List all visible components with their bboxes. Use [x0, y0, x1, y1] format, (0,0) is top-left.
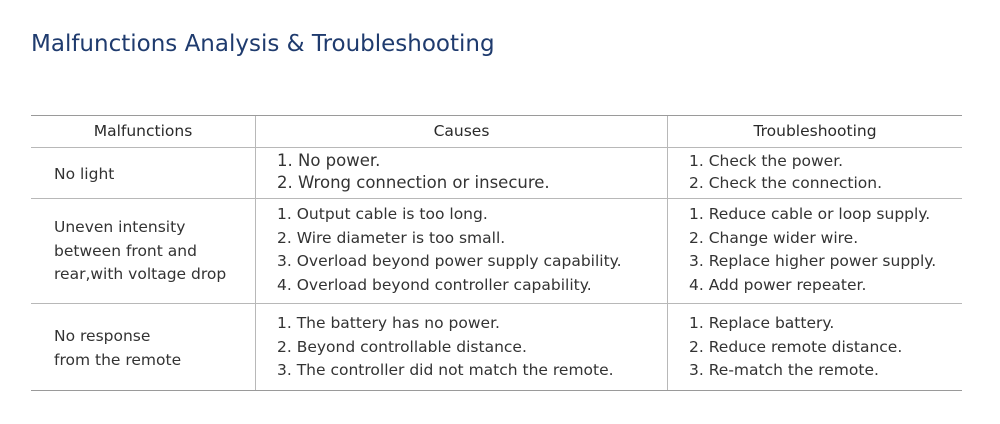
cause-item: 3. The controller did not match the remote.: [277, 361, 614, 379]
table-row: [31, 198, 962, 303]
cause-item: 1. No power.: [277, 151, 381, 170]
causes-cell: [255, 304, 667, 390]
cause-item: 3. Overload beyond power supply capability.: [277, 252, 622, 270]
troubleshooting-item: 2. Check the connection.: [689, 174, 883, 192]
cause-item: 2. Wire diameter is too small.: [277, 228, 506, 247]
troubleshooting-item: 1. Reduce cable or loop supply.: [689, 205, 931, 223]
malfunction-cell: [31, 304, 255, 390]
malfunction-text: [54, 216, 226, 287]
table-row: [31, 147, 962, 198]
malfunction-line: between front and: [54, 241, 197, 260]
cause-item: 1. Output cable is too long.: [277, 205, 488, 223]
malfunction-line: No response: [54, 327, 151, 345]
troubleshooting-item: 2. Reduce remote distance.: [689, 337, 903, 356]
causes-list: [277, 150, 550, 194]
malfunction-line: Uneven intensity: [54, 218, 186, 236]
troubleshooting-item: 4. Add power repeater.: [689, 275, 867, 294]
troubleshooting-list: [689, 312, 902, 383]
cause-item: 2. Wrong connection or insecure.: [277, 173, 550, 192]
table-row: [31, 303, 962, 390]
malfunction-cell: [31, 148, 255, 198]
header-malfunctions: Malfunctions: [93, 122, 193, 140]
causes-list: [277, 312, 614, 383]
causes-list: [277, 203, 622, 297]
troubleshooting-item: 1. Replace battery.: [689, 314, 835, 332]
malfunction-cell: [31, 199, 255, 303]
cause-item: 1. The battery has no power.: [277, 314, 500, 332]
malfunction-line: rear,with voltage drop: [54, 265, 227, 283]
malfunction-text: [54, 325, 181, 372]
cause-item: 2. Beyond controllable distance.: [277, 337, 527, 356]
malfunction-text: [54, 163, 114, 187]
cause-item: 4. Overload beyond controller capability.: [277, 275, 592, 294]
troubleshooting-item: 2. Change wider wire.: [689, 228, 859, 247]
troubleshooting-cell: [667, 199, 962, 303]
table-header-row: [31, 116, 962, 147]
troubleshooting-item: 3. Re-match the remote.: [689, 361, 879, 379]
troubleshooting-cell: [667, 148, 962, 198]
troubleshooting-list: [689, 203, 936, 297]
header-causes: Causes: [255, 116, 667, 147]
troubleshooting-item: 3. Replace higher power supply.: [689, 252, 937, 270]
page-title: Malfunctions Analysis & Troubleshooting: [31, 31, 495, 57]
troubleshooting-cell: [667, 304, 962, 390]
causes-cell: [255, 148, 667, 198]
troubleshooting-table: [31, 115, 962, 391]
malfunction-line: from the remote: [54, 350, 182, 369]
troubleshooting-item: 1. Check the power.: [689, 152, 844, 170]
malfunction-line: No light: [54, 165, 115, 183]
header-troubleshooting: Troubleshooting: [667, 116, 962, 147]
troubleshooting-list: [689, 150, 882, 194]
causes-cell: [255, 199, 667, 303]
